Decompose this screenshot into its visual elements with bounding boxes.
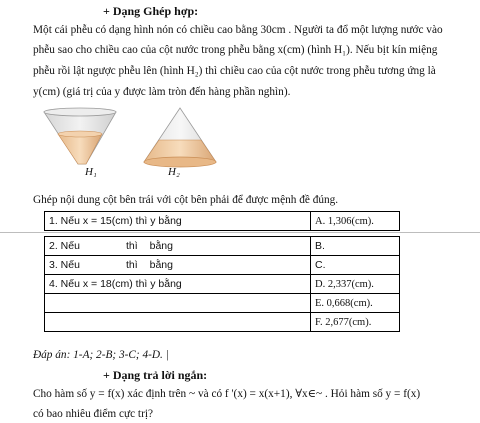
- left-cell: [45, 256, 311, 275]
- table-row: [45, 237, 400, 256]
- right-cell: F. 2,677(cm).: [311, 313, 400, 332]
- table-row: [45, 212, 400, 231]
- left-part-a: 2. Nếu: [49, 240, 80, 252]
- figure-label-h2: H₂: [168, 166, 180, 178]
- matching-table-main: [44, 236, 400, 332]
- left-part-b: thì: [125, 240, 138, 252]
- table-row: [45, 275, 400, 294]
- cones-figure: [38, 106, 218, 176]
- cone-h2: [144, 108, 216, 167]
- left-cell: [45, 313, 311, 332]
- left-cell: [45, 237, 311, 256]
- intro-line-3: phễu rồi lật ngược phễu lên (hình H₂) thì chiều cao của cột nước trong phễu tương ứng là: [33, 65, 436, 77]
- answer-key: Đáp án: 1-A; 2-B; 3-C; 4-D. |: [33, 349, 169, 361]
- left-part-c: bằng: [149, 240, 173, 252]
- table-row: [45, 256, 400, 275]
- matching-table-top: [44, 211, 400, 231]
- left-cell: [45, 294, 311, 313]
- section-heading-matching: + Dạng Ghép hợp:: [103, 4, 199, 18]
- cone-h1: [44, 108, 116, 164]
- intro-line-1: Một cái phễu có dạng hình nón có chiều cao bằng 30cm . Người ta đổ một lượng nước vào: [33, 24, 443, 36]
- divider: [0, 232, 480, 233]
- figure-label-h1: H₁: [85, 166, 97, 178]
- right-cell: B.: [311, 237, 400, 256]
- left-cell: 4. Nếu x = 18(cm) thì y bằng: [45, 275, 311, 294]
- left-cell: 1. Nếu x = 15(cm) thì y bằng: [45, 212, 311, 231]
- intro-line-4: y(cm) (giá trị của y được làm tròn đến hàng phần nghìn).: [33, 86, 291, 98]
- intro-line-2: phễu sao cho chiều cao của cột nước trong phễu bằng x(cm) (hình H₁). Nếu bịt kín miệng: [33, 44, 438, 56]
- section-heading-short-answer: + Dạng trả lời ngắn:: [103, 368, 208, 382]
- left-part-c: bằng: [149, 259, 173, 271]
- table-row: [45, 313, 400, 332]
- instruction-text: Ghép nội dung cột bên trái với cột bên phải để được mệnh đề đúng.: [33, 194, 339, 206]
- table-row: [45, 294, 400, 313]
- right-cell: A. 1,306(cm).: [311, 212, 400, 231]
- question-line-1: Cho hàm số y = f(x) xác định trên ~ và có f '(x) = x(x+1), ∀x∈~ . Hỏi hàm số y = f(x): [33, 388, 421, 400]
- right-cell: D. 2,337(cm).: [311, 275, 400, 294]
- left-part-a: 3. Nếu: [49, 259, 80, 271]
- left-part-b: thì: [125, 259, 138, 271]
- question-line-2: có bao nhiêu điểm cực trị?: [33, 408, 153, 420]
- right-cell: C.: [311, 256, 400, 275]
- right-cell: E. 0,668(cm).: [311, 294, 400, 313]
